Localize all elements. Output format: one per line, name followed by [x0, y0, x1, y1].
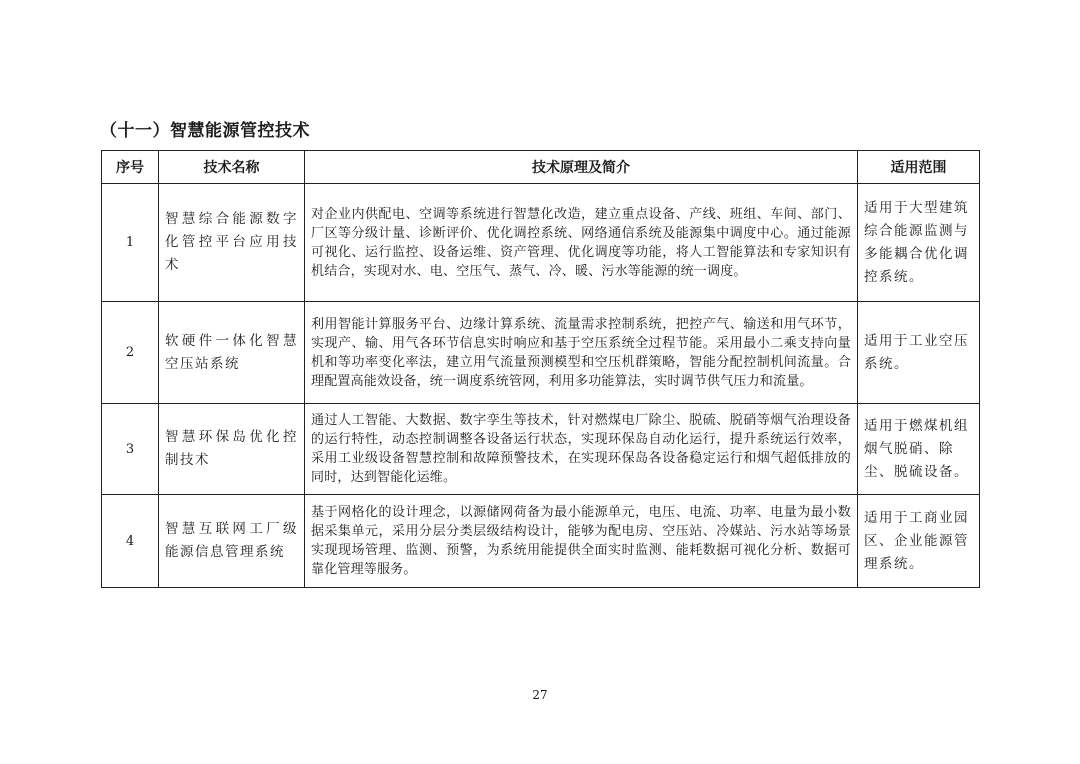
- technology-description: 对企业内供配电、空调等系统进行智慧化改造，建立重点设备、产线、班组、车间、部门、厂区等分级计量、诊断评价、优化调控系统、网络通信系统及能源集中调度中心。通过能源可视化、运行监控、设备运维、资产管理、优化调度等功能，将人工智能算法和专家知识有机结合，实现对水、电、空压气、蒸气、冷、暖、污水等能源的统一调度。: [305, 184, 858, 302]
- technology-name: 软硬件一体化智慧空压站系统: [159, 302, 305, 404]
- header-name: 技术名称: [159, 151, 305, 184]
- technology-name: 智慧互联网工厂级能源信息管理系统: [159, 495, 305, 588]
- row-index: 2: [102, 302, 159, 404]
- row-index: 4: [102, 495, 159, 588]
- technology-name: 智慧综合能源数字化管控平台应用技术: [159, 184, 305, 302]
- applicable-scope: 适用于工业空压系统。: [858, 302, 980, 404]
- section-title: （十一）智慧能源管控技术: [100, 121, 310, 141]
- technology-description: 利用智能计算服务平台、边缘计算系统、流量需求控制系统，把控产气、输送和用气环节，实现产、输、用气各环节信息实时响应和基于空压系统全过程节能。采用最小二乘支持向量机和等功率变化率法，建立用气流量预测模型和空压机群策略，智能分配控制机间流量。合理配置高能效设备，统一调度系统管网，利用多功能算法，实时调节供气压力和流量。: [305, 302, 858, 404]
- header-description: 技术原理及简介: [305, 151, 858, 184]
- applicable-scope: 适用于燃煤机组烟气脱硝、除尘、脱硫设备。: [858, 404, 980, 495]
- technology-description: 通过人工智能、大数据、数字孪生等技术，针对燃煤电厂除尘、脱硫、脱硝等烟气治理设备的运行特性，动态控制调整各设备运行状态，实现环保岛自动化运行，提升系统运行效率，采用工业级设备智慧控制和故障预警技术，在实现环保岛各设备稳定运行和烟气超低排放的同时，达到智能化运维。: [305, 404, 858, 495]
- header-index: 序号: [102, 151, 159, 184]
- page-number: 27: [532, 688, 548, 702]
- applicable-scope: 适用于工商业园区、企业能源管理系统。: [858, 495, 980, 588]
- table-row: [102, 184, 980, 302]
- table-header-row: [102, 151, 980, 184]
- table-row: [102, 302, 980, 404]
- table-row: [102, 495, 980, 588]
- header-scope: 适用范围: [858, 151, 980, 184]
- applicable-scope: 适用于大型建筑综合能源监测与多能耦合优化调控系统。: [858, 184, 980, 302]
- row-index: 3: [102, 404, 159, 495]
- technology-name: 智慧环保岛优化控制技术: [159, 404, 305, 495]
- technology-description: 基于网格化的设计理念，以源储网荷备为最小能源单元，电压、电流、功率、电量为最小数据采集单元，采用分层分类层级结构设计，能够为配电房、空压站、冷媒站、污水站等场景实现现场管理、监测、预警，为系统用能提供全面实时监测、能耗数据可视化分析、数据可靠化管理等服务。: [305, 495, 858, 588]
- table-row: [102, 404, 980, 495]
- row-index: 1: [102, 184, 159, 302]
- technology-table: [101, 150, 980, 588]
